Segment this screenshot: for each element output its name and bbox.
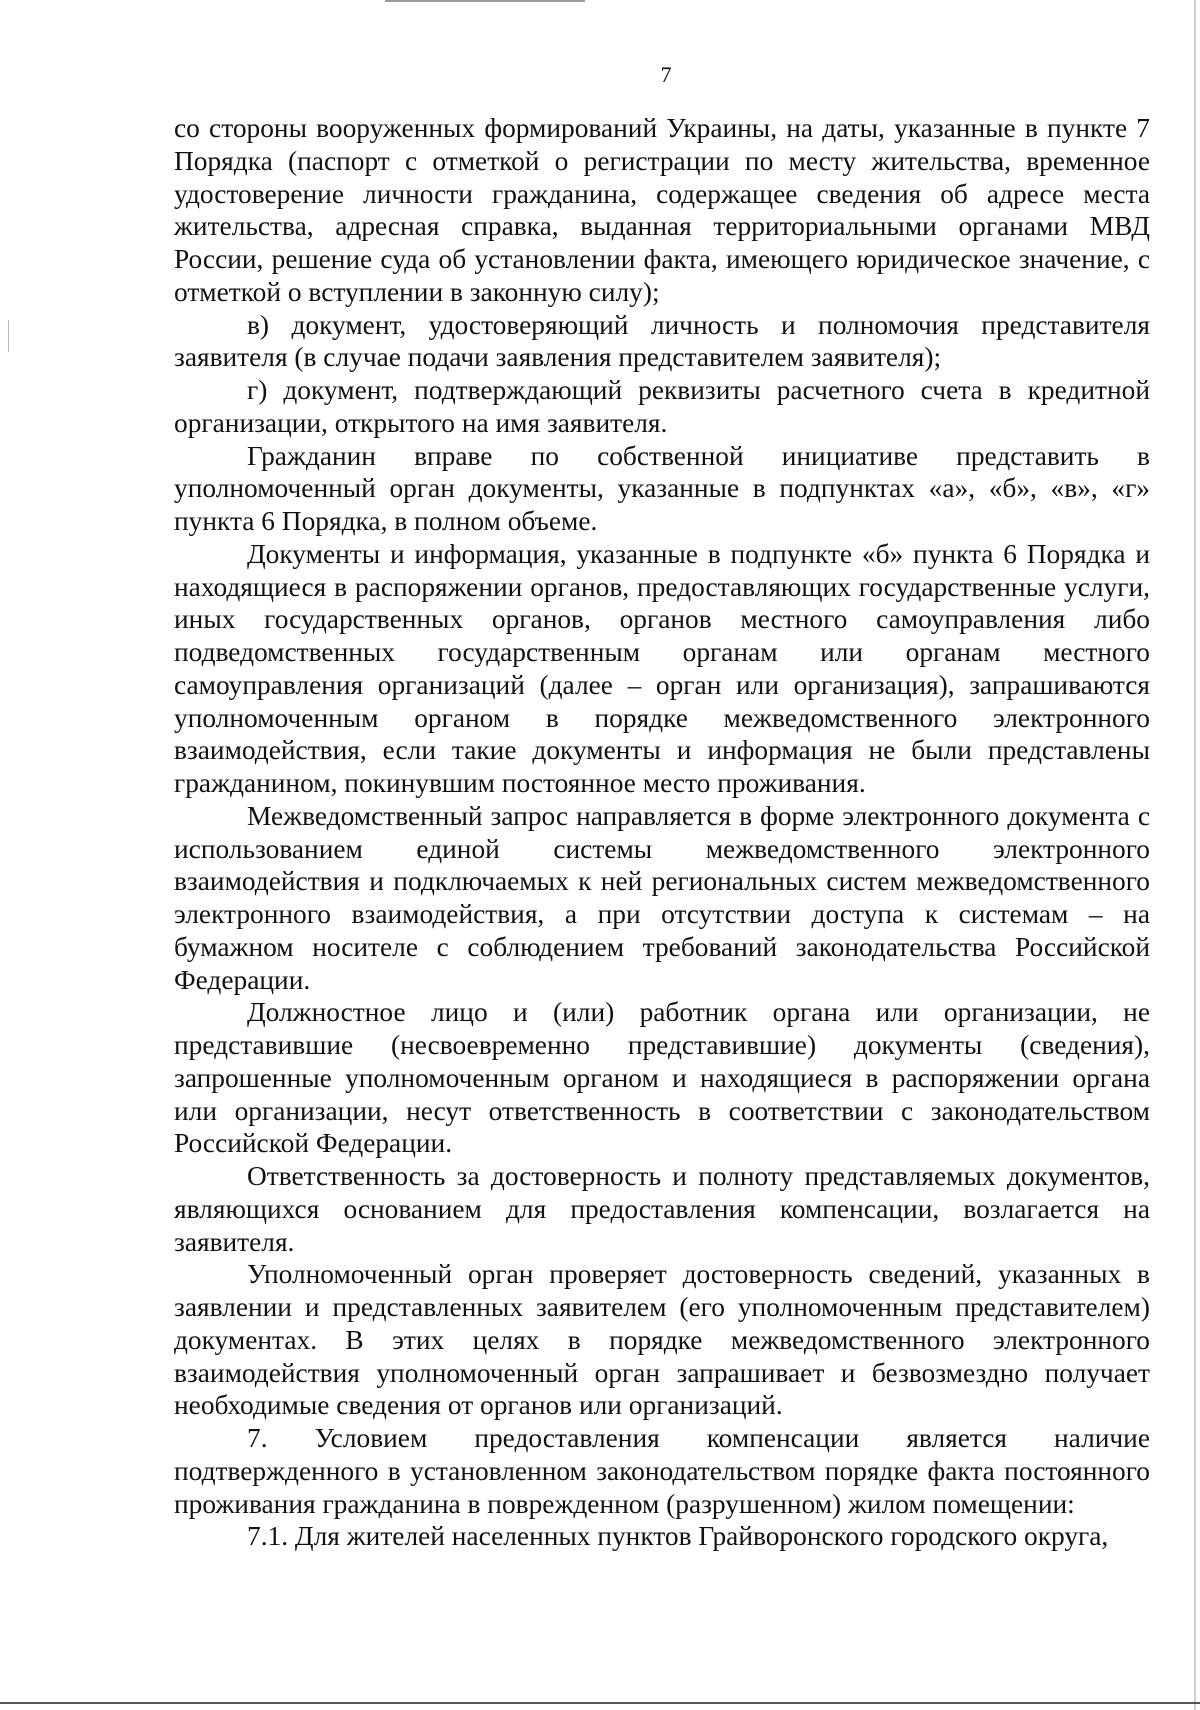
paragraph-interagency-request: Межведомственный запрос направляется в форме электронного документа с использованием единой системы межведомственного электронного взаимодействия и подключаемых к ней региональных систем межведомственного электронного взаимодействия, а при отсутствии доступа к системам – на бумажном носителе с соблюдением требований законодательства Российской Федерации. (174, 800, 1150, 995)
scan-bottom-mark (0, 1702, 1200, 1704)
paragraph-official-responsibility: Должностное лицо и (или) работник органа или организации, не представившие (несвоевременно представившие) документы (сведения), запрошенные уполномоченным органом и находящиеся в распоряжении органа или организации, несут ответственность в соответствии с законодательством Российской Федерации. (174, 997, 1150, 1159)
paragraph-item-v: в) документ, удостоверяющий личность и полномочия представителя заявителя (в случае подачи заявления представителем заявителя); (174, 309, 1150, 373)
paragraph-section-7-1: 7.1. Для жителей населенных пунктов Грайворонского городского округа, (247, 1521, 1109, 1552)
scan-top-mark (385, 0, 585, 2)
paragraph-citizen-right: Гражданин вправе по собственной инициативе представить в уполномоченный орган документы, указанные в подпунктах «а», «б», «в», «г» пункта 6 Порядка, в полном объеме. (174, 440, 1150, 536)
document-body (174, 112, 1150, 1553)
paragraph-continuation: со стороны вооруженных формирований Украины, на даты, указанные в пункте 7 Порядка (паспорт с отметкой о регистрации по месту жительства, временное удостоверение личности гражданина, содержащее сведения об адресе места жительства, адресная справка, выданная территориальными органами МВД России, решение суда об установлении факта, имеющего юридическое значение, с отметкой о вступлении в законную силу); (174, 113, 1150, 307)
paragraph-verification: Уполномоченный орган проверяет достоверность сведений, указанных в заявлении и представленных заявителем (его уполномоченным представителем) документах. В этих целях в порядке межведомственного электронного взаимодействия уполномоченный орган запрашивает и безвозмездно получает необходимые сведения от органов или организаций. (174, 1259, 1150, 1421)
scan-right-edge (1194, 0, 1196, 1710)
paragraph-item-g: г) документ, подтверждающий реквизиты расчетного счета в кредитной организации, открытого на имя заявителя. (174, 375, 1150, 438)
paragraph-applicant-responsibility: Ответственность за достоверность и полноту представляемых документов, являющихся основанием для предоставления компенсации, возлагается на заявителя. (174, 1161, 1150, 1257)
page-number: 7 (660, 62, 672, 87)
scan-left-mark (8, 320, 9, 352)
paragraph-documents-information: Документы и информация, указанные в подпункте «б» пункта 6 Порядка и находящиеся в распоряжении органов, предоставляющих государственные услуги, иных государственных органов, органов местного самоуправления либо подведомственных государственным органам или органам местного самоуправления организаций (далее – орган или организация), запрашиваются уполномоченным органом в порядке межведомственного электронного взаимодействия, если такие документы и информация не были представлены гражданином, покинувшим постоянное место проживания. (174, 538, 1150, 798)
paragraph-section-7: 7. Условием предоставления компенсации является наличие подтвержденного в установленном законодательством порядке факта постоянного проживания гражданина в поврежденном (разрушенном) жилом помещении: (174, 1423, 1150, 1519)
